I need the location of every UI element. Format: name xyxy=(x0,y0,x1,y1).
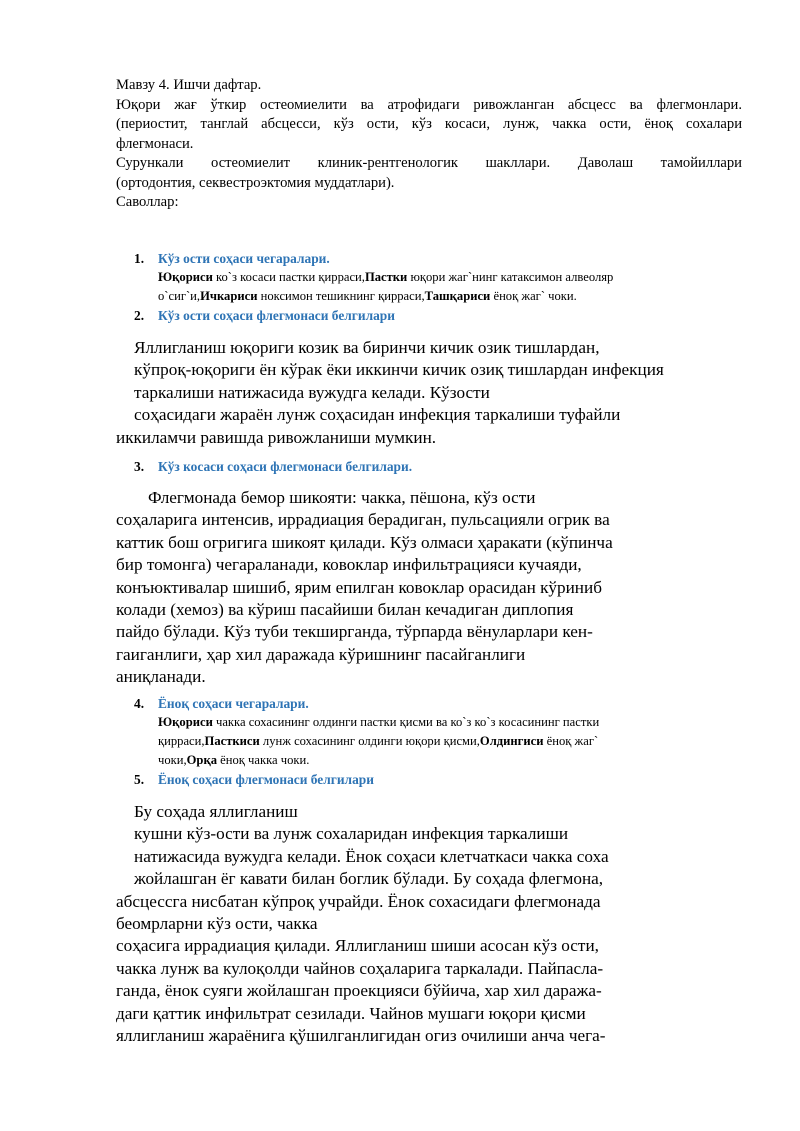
question-title: Кўз ости соҳаси флегмонаси белгилари xyxy=(158,308,395,323)
text-line: беомрларни кўз ости, чакка xyxy=(116,914,318,934)
text-line: Флегмонада бемор шикояти: чакка, пёшона, кўз ости xyxy=(148,488,536,507)
q2-answer xyxy=(116,337,664,449)
question-title: Ёноқ соҳаси чегаралари. xyxy=(158,696,309,711)
topic-line: Сурункали остеомиелит клиник-рентгенологик шакллари. Даволаш тамойиллари xyxy=(116,155,742,171)
detail-text: о`сиг`и, xyxy=(158,289,201,304)
text-line: иккиламчи равишда ривожланиши мумкин. xyxy=(116,427,437,447)
question-number: 5. xyxy=(134,772,145,787)
detail-text: ёноқ жаг` xyxy=(543,734,599,749)
q5-answer xyxy=(116,801,609,1047)
bold-term: Юқориси xyxy=(158,715,213,729)
question-4 xyxy=(134,694,309,713)
question-number: 1. xyxy=(134,251,145,266)
question-title: Кўз ости соҳаси чегаралари. xyxy=(158,251,330,266)
bold-term: Олдингиси xyxy=(479,734,544,749)
bold-term: Ташқариси xyxy=(424,289,491,304)
detail-text: лунж сохасининг олдинги юқори қисми, xyxy=(259,734,480,749)
topic-line: (ортодонтия, секвестроэктомия муддатлари). xyxy=(116,174,395,191)
q3-answer xyxy=(116,487,613,689)
question-number: 2. xyxy=(134,308,145,323)
topic-line: Юқори жағ ўткир остеомиелити ва атрофидаги ривожланган абсцесс ва флегмонлари. xyxy=(116,96,742,113)
text-line: яллигланиш жараёнига қўшилганлигидан огиз очилиши анча чега- xyxy=(116,1026,606,1046)
text-line: соҳаларига интенсив, иррадиация берадиган, пульсацияли огрик ва xyxy=(116,510,610,530)
text-line: жойлашган ёг кавати билан боглик бўлади. Бу соҳада флегмона, xyxy=(134,869,604,889)
detail-line xyxy=(158,268,698,287)
q4-detail xyxy=(158,713,698,771)
bold-term: Орқа xyxy=(186,753,217,768)
detail-text: ноксимон тешикнинг қирраси, xyxy=(257,289,425,304)
detail-text: қирраси, xyxy=(158,734,205,749)
text-line: натижасида вужудга келади. Ёнок соҳаси клетчаткаси чакка соха xyxy=(134,846,609,866)
text-line: таркалиши натижасида вужудга келади. Кўзости xyxy=(134,382,490,402)
bold-term: Пасткиси xyxy=(204,734,260,749)
detail-line xyxy=(158,713,698,732)
text-line: соҳасига иррадиация қилади. Яллигланиш шиши асосан кўз ости, xyxy=(116,936,599,956)
text-line: соҳасидаги жараён лунж соҳасидан инфекция таркалиши туфайли xyxy=(134,405,621,425)
topic-header xyxy=(116,76,742,213)
text-line: бир томонга) чегараланади, ковоклар инфильтрацияси кучаяди, xyxy=(116,555,582,575)
question-number: 4. xyxy=(134,696,145,711)
detail-text: юқори жаг`нинг катаксимон алвеоляр xyxy=(407,270,614,284)
detail-line xyxy=(158,732,698,751)
q1-detail xyxy=(158,268,698,306)
text-line: Бу соҳада яллигланиш xyxy=(134,802,298,821)
question-1 xyxy=(134,249,330,268)
text-line: каттик бош огригига шикоят қилади. Кўз олмаси ҳаракати (кўпинча xyxy=(116,532,613,552)
text-line: гаиганлиги, ҳар хил даражада кўришнинг пасайганлиги xyxy=(116,644,526,664)
text-line: даги қаттик инфильтрат сезилади. Чайнов мушаги юқори қисми xyxy=(116,1003,586,1023)
detail-text: чакка сохасининг олдинги пастки қисми ва ко`з ко`з косасининг пастки xyxy=(212,715,600,729)
topic-line: флегмонаси. xyxy=(116,135,194,152)
text-line: Яллигланиш юқориги козик ва биринчи кичик озик тишлардан, xyxy=(134,338,600,357)
question-title: Ёноқ соҳаси флегмонаси белгилари xyxy=(158,772,374,787)
question-title: Кўз косаси соҳаси флегмонаси белгилари. xyxy=(158,459,413,474)
detail-text: ёноқ жаг` чоки. xyxy=(490,289,577,304)
bold-term: Ичкариси xyxy=(200,289,258,304)
detail-line xyxy=(158,287,698,306)
text-line: кушни кўз-ости ва лунж сохаларидан инфекция таркалиши xyxy=(134,824,569,844)
topic-line: (периостит, танглай абсцесси, кўз ости, кўз косаси, лунж, чакка ости, ёноқ сохалари xyxy=(116,116,742,132)
detail-text: чоки, xyxy=(158,753,187,768)
detail-line xyxy=(158,751,698,770)
bold-term: Пастки xyxy=(364,270,408,284)
question-5 xyxy=(134,770,374,789)
topic-title: Мавзу 4. Ишчи дафтар. xyxy=(116,77,262,93)
question-number: 3. xyxy=(134,459,145,474)
text-line: аниқланади. xyxy=(116,667,206,687)
text-line: абсцессга нисбатан кўпроқ учрайди. Ёнок сохасидаги флегмонада xyxy=(116,891,601,911)
detail-text: ёноқ чакка чоки. xyxy=(217,753,310,768)
text-line: ганда, ёнок суяги жойлашган проекцияси бўйича, хар хил даража- xyxy=(116,981,602,1001)
question-3 xyxy=(134,457,412,476)
questions-label: Саволлар: xyxy=(116,194,179,210)
detail-text: ко`з косаси пастки қирраси, xyxy=(212,270,365,284)
question-2 xyxy=(134,306,395,325)
text-line: колади (хемоз) ва кўриш пасайиши билан кечадиган диплопия xyxy=(116,600,574,620)
text-line: чакка лунж ва кулоқолди чайнов соҳаларига таркалади. Пайпасла- xyxy=(116,958,604,978)
text-line: кўпроқ-юқориги ён кўрак ёки иккинчи кичик озиқ тишлардан инфекция xyxy=(134,360,664,380)
text-line: пайдо бўлади. Кўз туби текширганда, тўрпарда вёнуларлари кен- xyxy=(116,622,593,642)
text-line: конъюктивалар шишиб, ярим епилган ковоклар орасидан кўриниб xyxy=(116,577,602,597)
bold-term: Юқориси xyxy=(158,270,213,284)
